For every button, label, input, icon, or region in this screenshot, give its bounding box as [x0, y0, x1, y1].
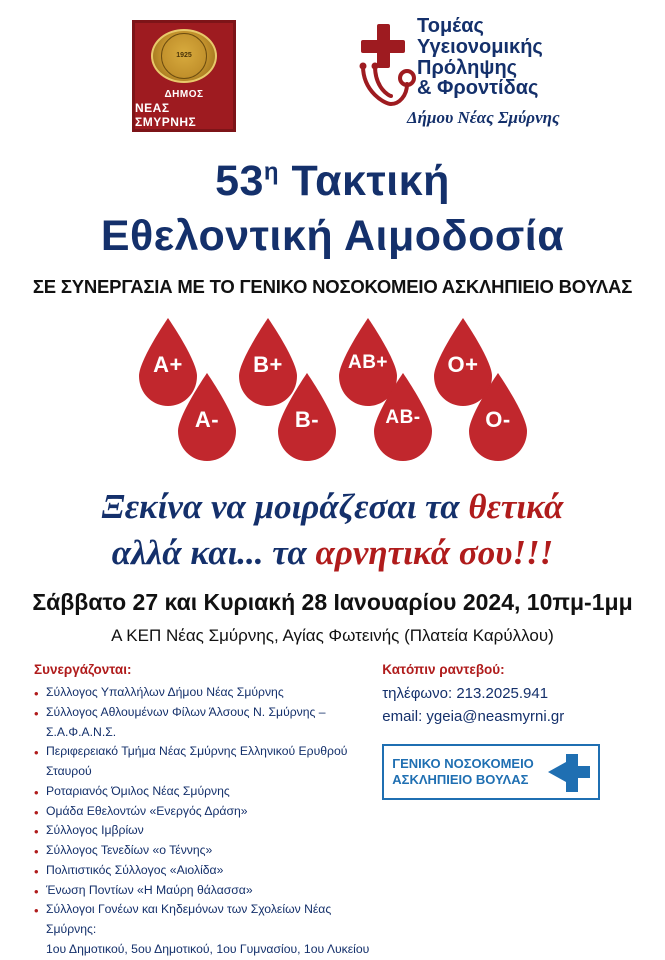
health-logo-subtitle: Δήμου Νέας Σμύρνης — [407, 108, 560, 127]
slogan-line1-highlight: θετικά — [468, 487, 564, 527]
event-date: Σάββατο 27 και Κυριακή 28 Ιανουαρίου 2024, 10πμ-1μμ — [32, 589, 633, 616]
contact-phone[interactable]: τηλέφωνο: 213.2025.941 — [382, 685, 549, 703]
title-line1-rest: Τακτική — [279, 157, 450, 205]
slogan-line2 — [0, 530, 665, 576]
event-place: Α ΚΕΠ Νέας Σμύρνης, Αγίας Φωτεινής (Πλατεία Καρύλλου) — [111, 626, 554, 646]
blood-type-label: A+ — [153, 352, 183, 378]
hospital-cross-icon — [548, 752, 590, 794]
health-logo-line1: Τομέας — [417, 15, 484, 37]
slogan-line2-text: αλλά και... τα — [111, 532, 316, 572]
contact-section — [382, 662, 631, 960]
list-item — [34, 900, 382, 959]
list-item: • Περιφερειακό Τμήμα Νέας Σμύρνης Ελληνικού Ερυθρού Σταυρού — [34, 742, 382, 782]
municipality-seal-icon — [151, 29, 217, 83]
list-item: • Ροταριανός Όμιλος Νέας Σμύρνης — [34, 782, 382, 802]
title-ordinal: η — [263, 158, 280, 186]
blood-type-label: B+ — [253, 352, 283, 378]
slogan-line2-highlight: αρνητικά σου!!! — [315, 532, 554, 572]
list-item: • Ομάδα Εθελοντών «Ενεργός Δράση» — [34, 802, 382, 822]
title-line2: Εθελοντική Αιμοδοσία — [100, 212, 565, 261]
municipality-logo-line2: ΝΕΑΣ ΣΜΥΡΝΗΣ — [135, 101, 197, 129]
contact-heading: Κατόπιν ραντεβού: — [382, 662, 505, 678]
title-number: 53 — [215, 157, 264, 205]
health-logo-line2: Υγειονομικής — [417, 35, 543, 58]
slogan — [0, 484, 665, 575]
slogan-line1-text: Ξεκίνα να μοιράζεσαι τα — [101, 487, 469, 527]
municipality-seal-year: 1925 — [161, 33, 207, 79]
hospital-logo-text — [392, 756, 534, 789]
page-subtitle: ΣΕ ΣΥΝΕΡΓΑΣΙΑ ΜΕ ΤΟ ΓΕΝΙΚΟ ΝΟΣΟΚΟΜΕΙΟ ΑΣΚΛΗΠΙΕΙΟ ΒΟΥΛΑΣ — [32, 276, 633, 298]
list-item: • Σύλλογος Αθλουμένων Φίλων Άλσους Ν. Σμύρνης – Σ.Α.Φ.Α.Ν.Σ. — [34, 703, 382, 743]
partners-section — [34, 662, 382, 960]
list-item: • Σύλλογος Ιμβρίων — [34, 821, 382, 841]
hospital-logo-line1: ΓΕΝΙΚΟ ΝΟΣΟΚΟΜΕΙΟ — [392, 755, 534, 771]
blood-type-label: AB+ — [347, 352, 389, 374]
blood-drop-icon-ab-negative — [368, 371, 438, 463]
poster-footer — [0, 662, 665, 960]
blood-type-label: B- — [294, 407, 320, 433]
blood-drop-icon-b-negative — [272, 371, 342, 463]
health-department-logo — [355, 16, 615, 136]
slogan-line1 — [0, 484, 665, 530]
health-logo-text — [417, 16, 617, 99]
municipality-logo-line1: ΔΗΜΟΣ — [164, 89, 204, 100]
blood-type-drops — [0, 316, 665, 476]
blood-type-label: O+ — [447, 352, 479, 378]
page-title — [0, 154, 665, 264]
blood-type-label: A- — [194, 407, 220, 433]
contact-email[interactable]: email: ygeia@neasmyrni.gr — [382, 707, 565, 725]
list-item: • Σύλλογος Τενεδίων «ο Τέννης» — [34, 841, 382, 861]
blood-type-label: O- — [485, 407, 511, 433]
blood-drop-icon-o-negative — [463, 371, 533, 463]
blood-drop-icon-a-negative — [172, 371, 242, 463]
health-logo-line3: Πρόληψης — [417, 56, 518, 79]
list-item: • Ένωση Ποντίων «Η Μαύρη θάλασσα» — [34, 881, 382, 901]
municipality-logo — [132, 20, 236, 132]
hospital-logo — [382, 744, 600, 800]
list-item-main: Σύλλογοι Γονέων και Κηδεμόνων των Σχολείων Νέας Σμύρνης: — [46, 902, 332, 937]
partners-heading: Συνεργάζονται: — [34, 662, 132, 678]
hospital-logo-line2: ΑΣΚΛΗΠΙΕΙΟ ΒΟΥΛΑΣ — [392, 772, 529, 788]
blood-type-label: AB- — [385, 407, 421, 429]
partners-list — [34, 683, 382, 960]
poster-header — [0, 0, 665, 140]
health-logo-line4: & Φροντίδας — [417, 77, 539, 100]
list-item: • Σύλλογος Υπαλλήλων Δήμου Νέας Σμύρνης — [34, 683, 382, 703]
list-item: • Πολιτιστικός Σύλλογος «Αιολίδα» — [34, 861, 382, 881]
list-item-sub: 1ου Δημοτικού, 5ου Δημοτικού, 1ου Γυμνασίου, 1ου Λυκείου — [46, 942, 370, 957]
